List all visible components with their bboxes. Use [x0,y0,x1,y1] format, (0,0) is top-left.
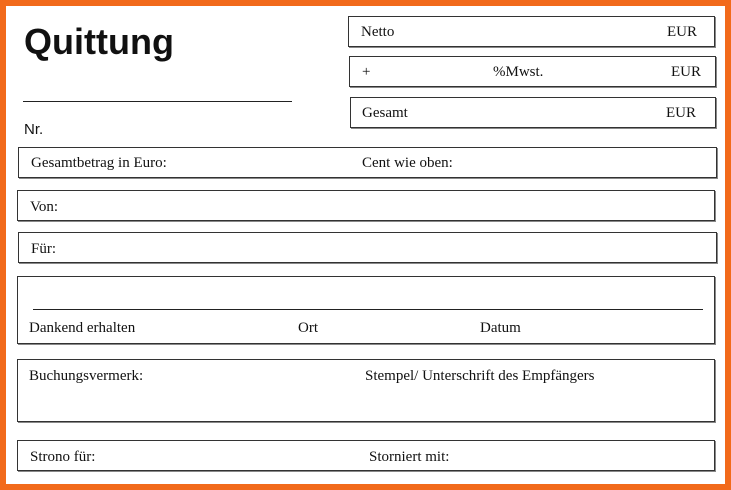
dankend-erhalten-label: Dankend erhalten [29,320,136,336]
ort-label: Ort [298,320,318,336]
signature-line [33,309,703,310]
von-field[interactable] [17,190,715,221]
mwst-plus-sign: + [362,64,371,80]
fuer-label: Für: [31,241,57,257]
von-label: Von: [30,199,59,215]
mwst-currency: EUR [671,64,701,80]
storno-field[interactable] [17,440,715,471]
storniert-mit-label: Storniert mit: [369,449,450,465]
cent-label: Cent wie oben: [362,155,453,171]
netto-field[interactable] [348,16,715,47]
netto-currency: EUR [667,24,697,40]
datum-label: Datum [480,320,521,336]
gesamt-field[interactable] [350,97,716,128]
netto-label: Netto [361,24,395,40]
mwst-field[interactable] [349,56,716,87]
receipt-title: Quittung [24,21,174,62]
gesamt-currency: EUR [666,105,696,121]
mwst-label: %Mwst. [493,64,544,80]
stempel-unterschrift-label: Stempel/ Unterschrift des Empfängers [365,368,595,384]
buchungsvermerk-field[interactable] [17,359,715,422]
storno-label: Strono für: [30,449,96,465]
buchungsvermerk-label: Buchungsvermerk: [29,368,144,384]
receipt-number-line [23,101,292,102]
fuer-field[interactable] [18,232,717,263]
receipt-number-label: Nr. [24,121,44,138]
gesamtbetrag-field[interactable] [18,147,717,178]
signature-field[interactable] [17,276,715,344]
gesamtbetrag-label: Gesamtbetrag in Euro: [31,155,167,171]
gesamt-label: Gesamt [362,105,408,121]
